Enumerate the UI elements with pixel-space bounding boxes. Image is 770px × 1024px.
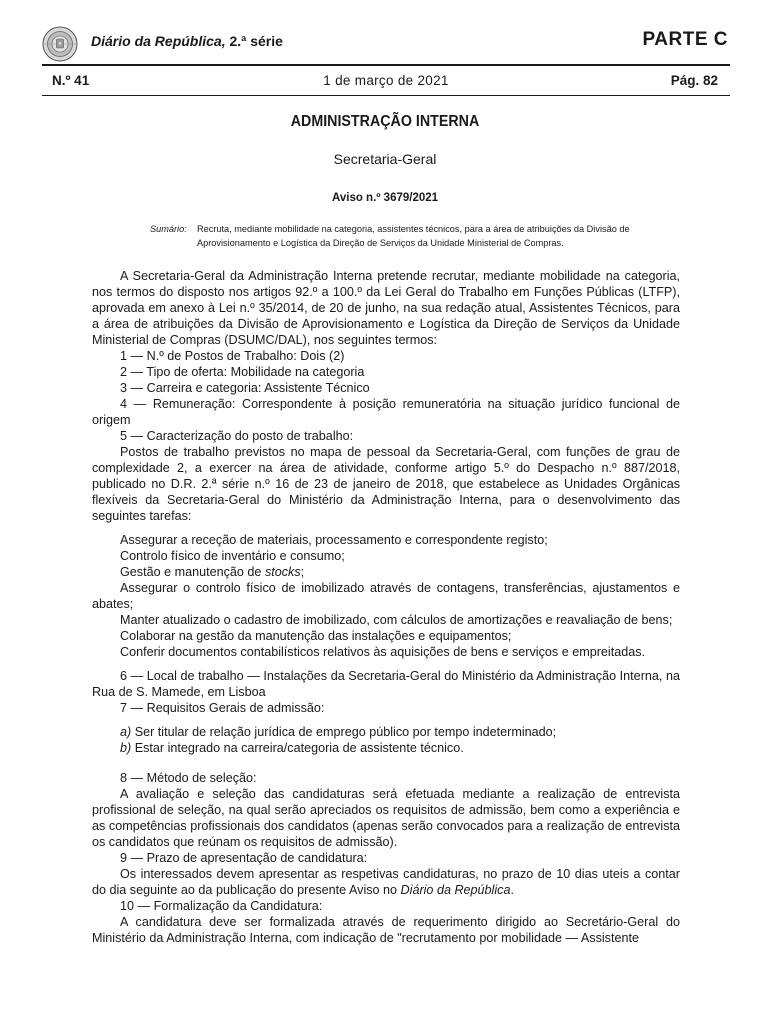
republic-seal-icon [42,26,78,62]
spacer [92,524,680,532]
task-2: Controlo físico de inventário e consumo; [120,549,345,563]
section-title: ADMINISTRAÇÃO INTERNA [290,113,480,130]
spacer [92,660,680,668]
deadline-journal: Diário da República [400,883,511,897]
item-4: 4 — Remuneração: Correspondente à posição remuneratória na situação jurídico funcional de origem [92,397,680,427]
journal-series: 2.ª série [229,33,283,49]
summary-text: Recruta, mediante mobilidade na categoria, assistentes técnicos, para a área de atribuições da Divisão de Aprovisionamento e Logística da Direção de Serviços da Unidade Ministerial de Compras. [197,224,630,248]
item-2: 2 — Tipo de oferta: Mobilidade na categoria [120,365,365,379]
subheader-rule [42,95,730,96]
item-10: 10 — Formalização da Candidatura: [120,899,323,913]
item-1: 1 — N.º de Postos de Trabalho: Dois (2) [120,349,345,363]
deadline-end: . [510,883,514,897]
item-9: 9 — Prazo de apresentação de candidatura: [120,851,368,865]
requirement-b [92,740,680,756]
selection-paragraph: A avaliação e seleção das candidaturas será efetuada mediante a realização de entrevista profissional de seleção, na qual serão apreciados os requisitos de admissão, bem como a experiência e as competências profissionais dos candidatos (apenas serão convocados para a realização de entrevista os candidatos que reúnam os requisitos de admissão). [92,787,680,849]
item-5: 5 — Caracterização do posto de trabalho: [120,429,354,443]
task-3 [92,564,680,580]
task-7: Conferir documentos contabilísticos relativos às aquisições de bens e serviços e empreitadas. [120,645,646,659]
task-3-italic: stocks [264,565,301,579]
requirement-b-label: b) [120,741,132,755]
deadline-text: Os interessados devem apresentar as respetivas candidaturas, no prazo de 10 dias uteis a contar do dia seguinte ao da publicação do presente Aviso no [92,867,680,897]
spacer [92,716,680,724]
item-6: 6 — Local de trabalho — Instalações da Secretaria-Geral do Ministério da Administração Interna, na Rua de S. Mamede, em Lisboa [92,669,680,699]
intro-paragraph: A Secretaria-Geral da Administração Interna pretende recrutar, mediante mobilidade na categoria, nos termos do disposto nos artigos 92.º a 100.º da Lei Geral do Trabalho em Funções Públicas (LTFP), aprovada em anexo à Lei n.º 35/2014, de 20 de junho, na sua redação atual, Assistentes Técnicos, para a área de atribuições da Divisão de Aprovisionamento e Logística da Direção de Serviços da Unidade Ministerial de Compras (DSUMC/DAL), nos seguintes termos: [92,269,680,347]
notice-body [92,268,680,946]
requirement-a-label: a) [120,725,132,739]
summary [150,222,630,250]
spacer [92,756,680,770]
task-1: Assegurar a receção de materiais, processamento e correspondente registo; [120,533,548,547]
requirement-b-text: Estar integrado na carreira/categoria de assistente técnico. [131,741,464,755]
header-rule [42,64,730,66]
task-3-end: ; [300,565,305,579]
task-6: Colaborar na gestão da manutenção das instalações e equipamentos; [120,629,512,643]
journal-title [91,33,283,49]
page-header [42,26,730,62]
deadline-paragraph [92,866,680,898]
task-5: Manter atualizado o cadastro de imobilizado, com cálculos de amortizações e reavaliação de bens; [120,613,673,627]
parte-label: PARTE C [642,29,728,50]
requirement-a-text: Ser titular de relação jurídica de emprego público por tempo indeterminado; [131,725,557,739]
item-7: 7 — Requisitos Gerais de admissão: [120,701,325,715]
task-3-text: Gestão e manutenção de [120,565,265,579]
issue-bar [42,73,730,91]
page-number: Pág. 82 [670,73,718,88]
subsection-title: Secretaria-Geral [333,151,437,167]
application-paragraph: A candidatura deve ser formalizada através de requerimento dirigido ao Secretário-Geral do Ministério da Administração Interna, com indicação de "recrutamento por mobilidade — Assistente [92,915,680,945]
job-description: Postos de trabalho previstos no mapa de pessoal da Secretaria-Geral, com funções de grau de complexidade 2, a exercer na área de atividade, conforme artigo 5.º do Despacho n.º 887/2018, publicado no D.R. 2.ª série n.º 16 de 23 de janeiro de 2018, que estabelece as Unidades Orgânicas flexíveis da Secretaria-Geral do Ministério da Administração Interna, para o desenvolvimento das seguintes tarefas: [92,445,680,523]
requirement-a [92,724,680,740]
summary-label: Sumário: [150,224,187,234]
item-3: 3 — Carreira e categoria: Assistente Técnico [120,381,370,395]
issue-number: N.º 41 [52,73,90,88]
task-4: Assegurar o controlo físico de imobilizado através de contagens, transferências, ajustamentos e abates; [92,581,680,611]
item-8: 8 — Método de seleção: [120,771,257,785]
issue-date: 1 de março de 2021 [323,73,449,88]
journal-name: Diário da República, [91,33,226,49]
notice-number: Aviso n.º 3679/2021 [331,192,439,204]
